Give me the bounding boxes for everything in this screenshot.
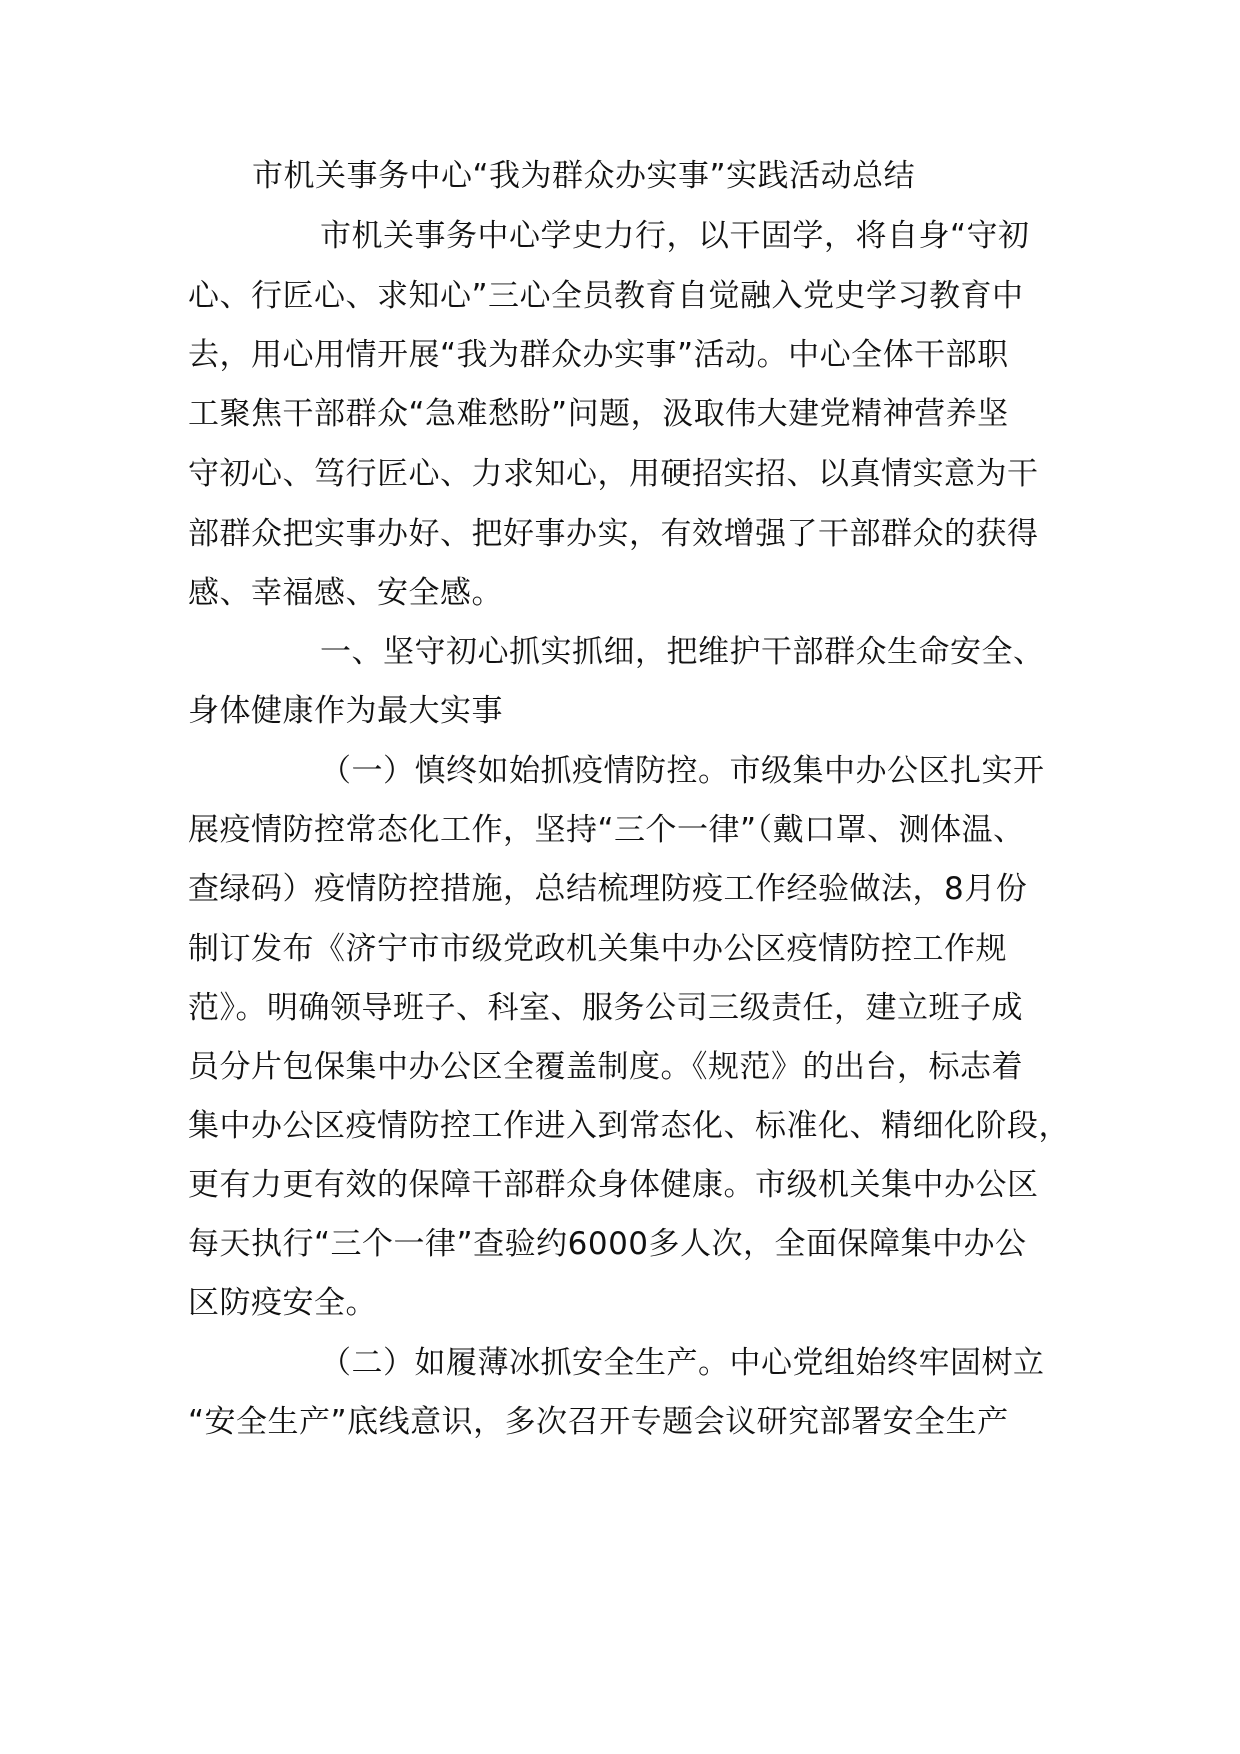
paragraph-line: 集中办公区疫情防控工作进入到常态化、标准化、精细化阶段， (188, 1108, 1070, 1144)
paragraph-line: 心、行匠心、求知心”三心全员教育自觉融入党史学习教育中 (188, 278, 1024, 314)
paragraph-line: 工聚焦干部群众“急难愁盼”问题，汲取伟大建党精神营养坚 (188, 396, 1009, 432)
section-heading-line: 一、坚守初心抓实抓细，把维护干部群众生命安全、 (320, 634, 1045, 670)
paragraph-line: 市机关事务中心学史力行，以干固学，将自身“守初 (320, 218, 1030, 254)
paragraph-line: 范》。明确领导班子、科室、服务公司三级责任，建立班子成 (188, 990, 1023, 1026)
paragraph-line: 感、幸福感、安全感。 (188, 575, 503, 611)
paragraph-line: 更有力更有效的保障干部群众身体健康。市级机关集中办公区 (188, 1167, 1039, 1203)
paragraph-line: 去，用心用情开展“我为群众办实事”活动。中心全体干部职 (188, 337, 1009, 373)
section-heading-line: 身体健康作为最大实事 (188, 693, 503, 729)
paragraph-line: 守初心、笃行匠心、力求知心，用硬招实招、以真情实意为干 (188, 456, 1039, 492)
paragraph-line: （二）如履薄冰抓安全生产。中心党组始终牢固树立 (320, 1345, 1045, 1381)
paragraph-line: “安全生产”底线意识，多次召开专题会议研究部署安全生产 (188, 1404, 1009, 1440)
document-title: 市机关事务中心“我为群众办实事”实践活动总结 (252, 158, 916, 194)
paragraph-line: （一）慎终如始抓疫情防控。市级集中办公区扎实开 (320, 753, 1045, 789)
paragraph-line: 员分片包保集中办公区全覆盖制度。《规范》的出台，标志着 (188, 1049, 1023, 1085)
paragraph-line: 部群众把实事办好、把好事办实，有效增强了干部群众的获得 (188, 516, 1039, 552)
paragraph-line: 展疫情防控常态化工作，坚持“三个一律”（戴口罩、测体温、 (188, 812, 1025, 848)
paragraph-line: 查绿码）疫情防控措施，总结梳理防疫工作经验做法，8月份 (188, 871, 1028, 907)
paragraph-line: 制订发布《济宁市市级党政机关集中办公区疫情防控工作规 (188, 931, 1007, 967)
paragraph-line: 每天执行“三个一律”查验约6000多人次，全面保障集中办公 (188, 1226, 1027, 1262)
paragraph-line: 区防疫安全。 (188, 1285, 377, 1321)
